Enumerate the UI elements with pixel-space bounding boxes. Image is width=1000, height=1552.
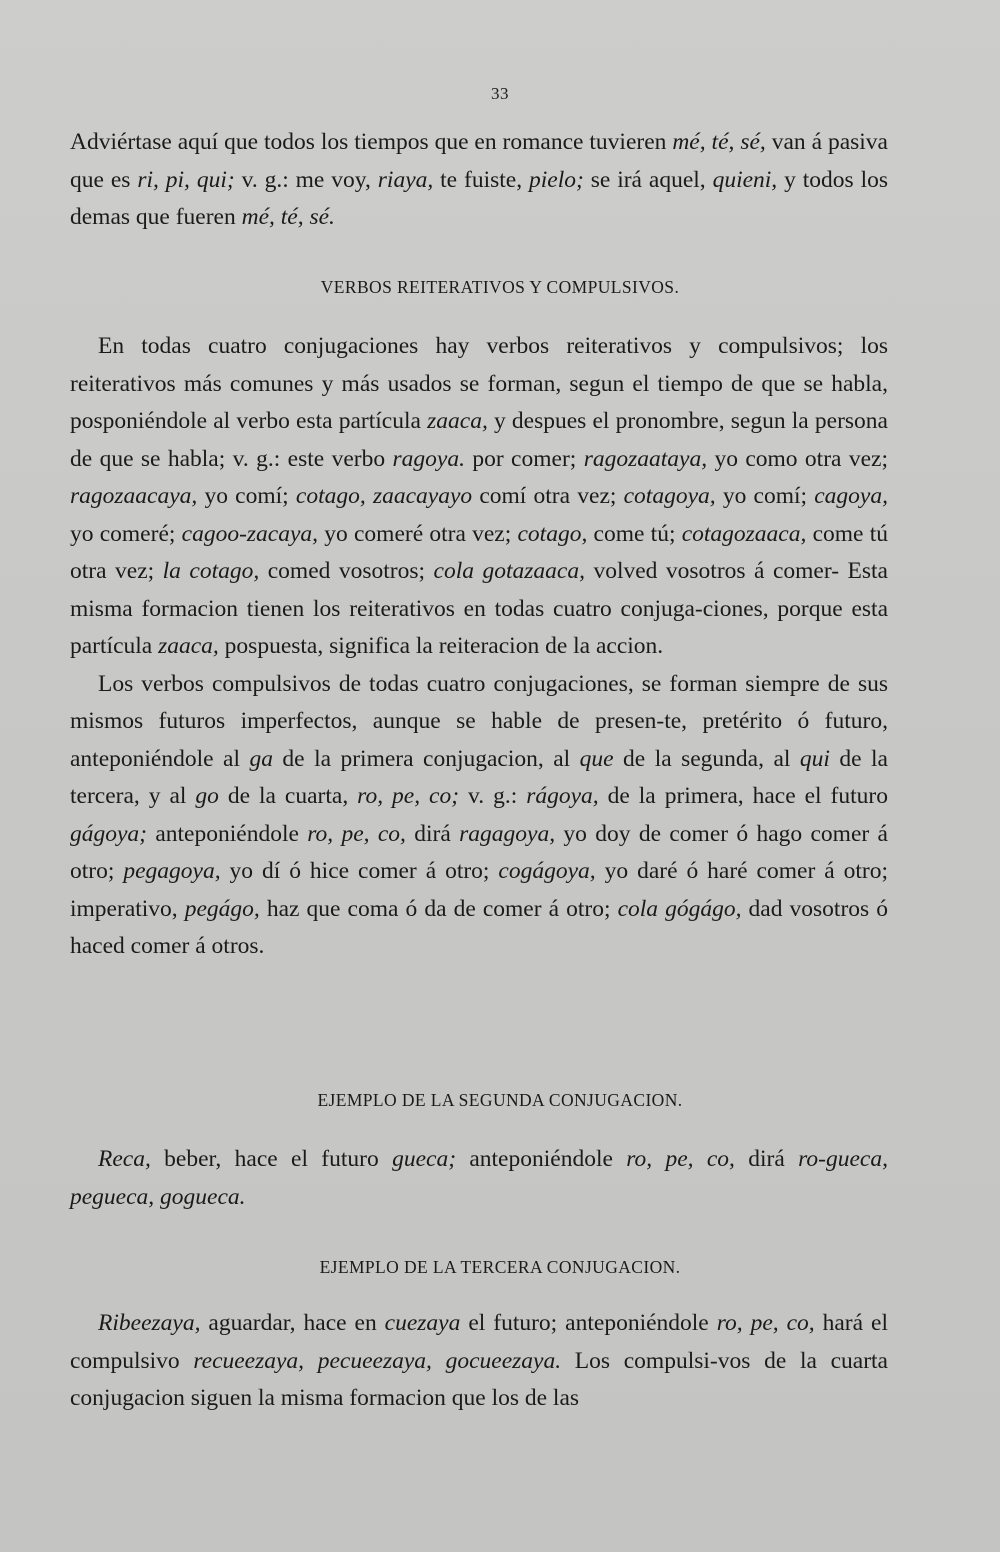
italic-term: gágoya; — [70, 820, 148, 847]
paragraph-tercera-conjugacion — [70, 1305, 888, 1418]
text-run: y todos los demas que fueren — [70, 166, 888, 230]
text-run: comí otra vez; — [472, 483, 624, 509]
text-run: de la tercera, y al — [70, 745, 888, 809]
italic-term: riaya, — [377, 166, 434, 193]
italic-term: ragagoya, — [459, 820, 556, 847]
text-run: van á pasiva que es — [70, 129, 888, 193]
paragraph-segunda-conjugacion — [70, 1141, 888, 1216]
italic-term: Ribeezaya, — [98, 1310, 201, 1336]
text-run: dad vosotros ó haced comer á otros. — [70, 895, 888, 959]
italic-term: pielo; — [529, 166, 584, 193]
text-run: come tú; — [587, 520, 682, 547]
text-run: por comer; — [464, 445, 584, 472]
text-run: y despues el pronombre, segun la persona de que se habla; v. g.: este verbo — [70, 408, 888, 472]
italic-term: quieni, — [712, 166, 778, 193]
text-run: yo dí ó hice comer á otro; — [220, 858, 499, 884]
italic-term: mé, té, sé. — [241, 204, 335, 230]
section-heading-segunda-conjugacion: EJEMPLO DE LA SEGUNDA CONJUGACION. — [317, 1090, 683, 1110]
italic-term: qui — [799, 745, 830, 772]
italic-term: pegagoya, — [123, 858, 221, 884]
italic-term: cogágoya, — [498, 858, 596, 884]
italic-term: cotago, — [517, 520, 588, 547]
italic-term: ro, pe, co, — [307, 820, 406, 847]
text-run: dirá — [405, 820, 460, 847]
italic-term: ga — [249, 745, 273, 772]
paragraph-intro-note — [70, 124, 888, 237]
text-run: yo como otra vez; — [707, 445, 888, 472]
italic-term: ragozaacaya, — [70, 483, 198, 509]
italic-term: mé, té, — [672, 129, 735, 155]
italic-term: ro, pe, co, — [716, 1310, 815, 1336]
italic-term: Reca, — [98, 1146, 151, 1172]
text-run: Adviértase aquí que todos los tiempos que en romance tuvieren — [70, 129, 673, 155]
italic-term: cagoya, — [814, 483, 888, 509]
italic-term: cotago, zaacayayo — [295, 483, 473, 509]
section-heading-tercera-conjugacion: EJEMPLO DE LA TERCERA CONJUGACION. — [319, 1257, 681, 1277]
italic-term: cotagozaaca, — [681, 520, 807, 547]
italic-term: ro, pe, co, — [626, 1146, 735, 1172]
text-run: Los verbos compulsivos de todas cuatro conjugaciones, se forman siempre de sus mismos futuros imperfectos, aunque se hable de presen-te, pretérito ó futuro, anteponiéndole al — [70, 670, 888, 772]
text-run: de la primera, hace el futuro — [598, 783, 888, 809]
text-run: de la primera conjugacion, al — [272, 745, 580, 772]
italic-term: ragoya. — [392, 445, 465, 472]
italic-term: recueezaya, pecueezaya, gocueezaya. — [193, 1347, 562, 1374]
text-run: el futuro; anteponiéndole — [460, 1310, 717, 1336]
text-run: yo doy de comer ó hago comer á otro; — [70, 820, 888, 884]
text-run: v. g.: me voy, — [234, 166, 378, 193]
italic-term: cola gotazaaca, — [433, 558, 585, 584]
italic-term: ragozaataya, — [583, 445, 708, 472]
italic-term: zaaca, — [158, 633, 219, 659]
text-run: de la segunda, al — [613, 745, 800, 772]
italic-term: la cotago, — [162, 558, 260, 584]
section-heading-verbos-reiterativos: VERBOS REITERATIVOS Y COMPULSIVOS. — [320, 277, 680, 297]
italic-term: ro-gueca, pegueca, gogueca. — [70, 1146, 888, 1210]
text-run: come tú otra vez; — [70, 520, 888, 584]
italic-term: gueca; — [392, 1146, 457, 1172]
italic-term: ro, pe, co; — [357, 783, 460, 809]
italic-term: sé, — [740, 129, 766, 155]
text-run: haz que coma ó da de comer á otro; — [259, 895, 618, 922]
text-run: de la cuarta, — [218, 783, 358, 809]
text-run: yo comeré; — [70, 520, 182, 547]
italic-term: cotagoya, — [623, 483, 716, 509]
text-run: te fuiste, — [433, 166, 529, 193]
text-run: beber, hace el futuro — [150, 1146, 393, 1172]
text-run: yo comeré otra vez; — [318, 520, 518, 547]
paragraph-reiterativos — [70, 328, 888, 966]
text-run: aguardar, hace en — [200, 1310, 385, 1336]
italic-term: que — [579, 745, 614, 772]
italic-term: ri, pi, qui; — [137, 166, 235, 193]
text-run: yo comí; — [715, 483, 815, 509]
text-run: yo daré ó haré comer á otro; imperativo, — [70, 858, 888, 922]
text-run: pospuesta, significa la reiteracion de la accion. — [218, 633, 664, 659]
italic-term: rágoya, — [526, 783, 599, 809]
text-run: anteponiéndole — [456, 1146, 627, 1172]
text-run: yo comí; — [197, 483, 296, 509]
text-run: se irá aquel, — [583, 166, 713, 193]
text-run: dirá — [734, 1146, 799, 1172]
italic-term: cuezaya — [384, 1310, 461, 1336]
text-run: Los compulsi-vos de la cuarta conjugacion siguen la misma formacion que los de las — [70, 1347, 888, 1411]
italic-term: cola gógágo, — [617, 895, 742, 922]
text-run: En todas cuatro conjugaciones hay verbos reiterativos y compulsivos; los reiterativos más comunes y más usados se forman, segun el tiempo de que se habla, posponiéndole al verbo esta partícula — [70, 333, 888, 434]
italic-term: cagoo-zacaya, — [181, 520, 319, 547]
text-run: hará el compulsivo — [70, 1310, 888, 1374]
text-run: volved vosotros á comer- Esta misma formacion tienen los reiterativos en todas cuatro conjuga-ciones, porque esta partícula — [70, 558, 888, 659]
text-run: v. g.: — [459, 783, 527, 809]
text-run: comed vosotros; — [259, 558, 434, 584]
page-number: 33 — [491, 84, 509, 103]
text-run: anteponiéndole — [147, 820, 308, 847]
italic-term: pegágo, — [184, 895, 260, 922]
italic-term: zaaca, — [427, 408, 488, 434]
italic-term: go — [195, 783, 219, 809]
